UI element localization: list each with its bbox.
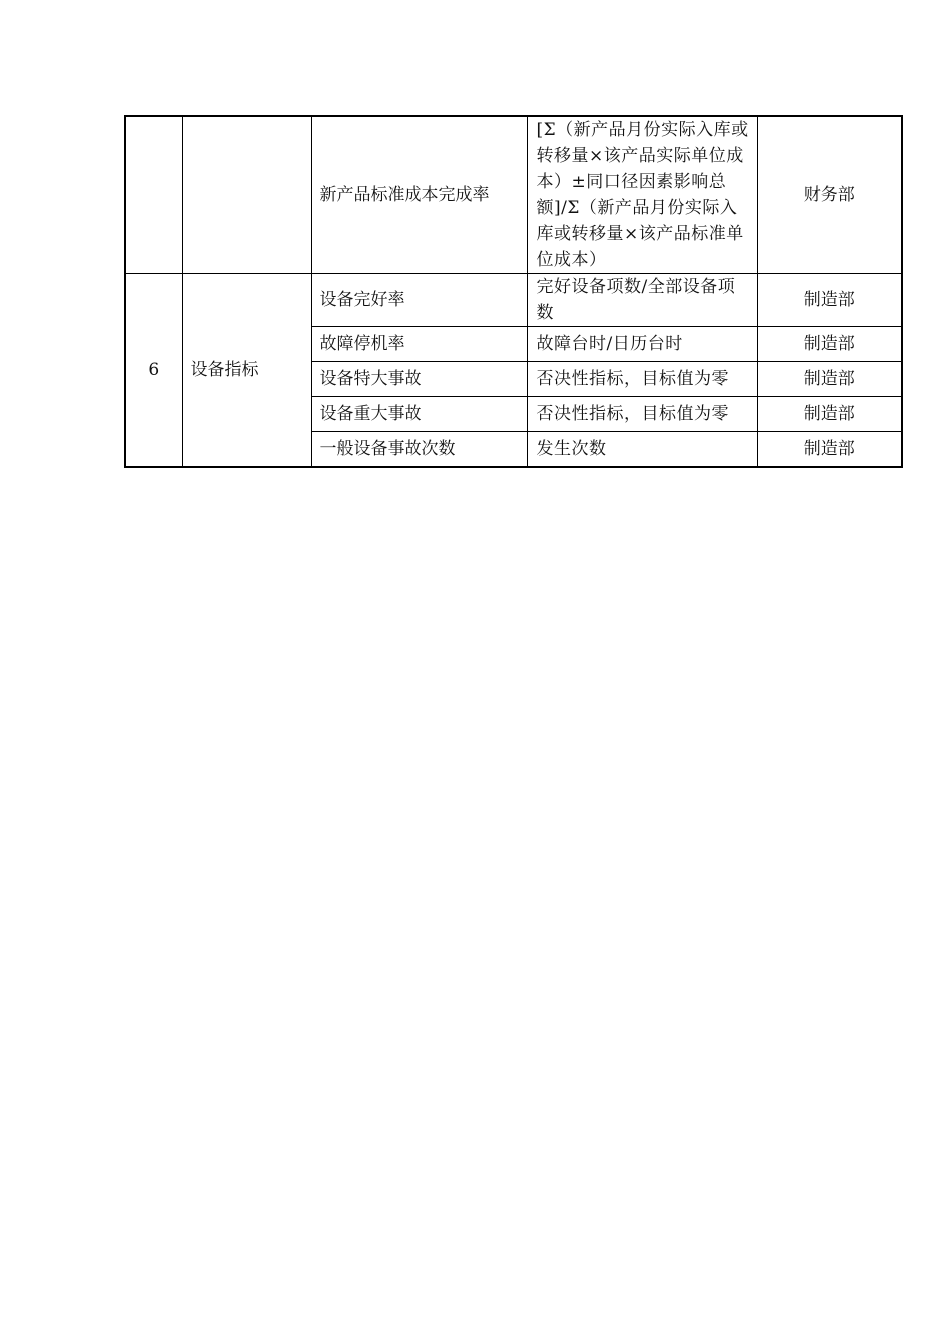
indicator-name-cell: 故障停机率	[311, 327, 527, 362]
row-number-cell	[125, 116, 182, 274]
kpi-table	[124, 115, 903, 468]
formula-cell: 否决性指标，目标值为零	[527, 397, 757, 432]
department-cell: 制造部	[757, 327, 902, 362]
formula-cell: 完好设备项数/全部设备项数	[527, 274, 757, 327]
department-cell: 制造部	[757, 362, 902, 397]
formula-cell: 发生次数	[527, 432, 757, 468]
formula-cell: [Σ（新产品月份实际入库或转移量×该产品实际单位成本）±同口径因素影响总额]/Σ（新产品月份实际入库或转移量×该产品标准单位成本）	[527, 116, 757, 274]
department-cell: 制造部	[757, 432, 902, 468]
indicator-name-cell: 设备重大事故	[311, 397, 527, 432]
row-number-cell: 6	[125, 274, 182, 468]
indicator-name-cell: 设备完好率	[311, 274, 527, 327]
category-cell: 设备指标	[182, 274, 311, 468]
department-cell: 制造部	[757, 274, 902, 327]
table-row	[125, 116, 902, 274]
indicator-name-cell: 新产品标准成本完成率	[311, 116, 527, 274]
department-cell: 财务部	[757, 116, 902, 274]
indicator-name-cell: 设备特大事故	[311, 362, 527, 397]
formula-cell: 故障台时/日历台时	[527, 327, 757, 362]
table-row	[125, 274, 902, 327]
formula-cell: 否决性指标，目标值为零	[527, 362, 757, 397]
category-cell	[182, 116, 311, 274]
indicator-name-cell: 一般设备事故次数	[311, 432, 527, 468]
department-cell: 制造部	[757, 397, 902, 432]
